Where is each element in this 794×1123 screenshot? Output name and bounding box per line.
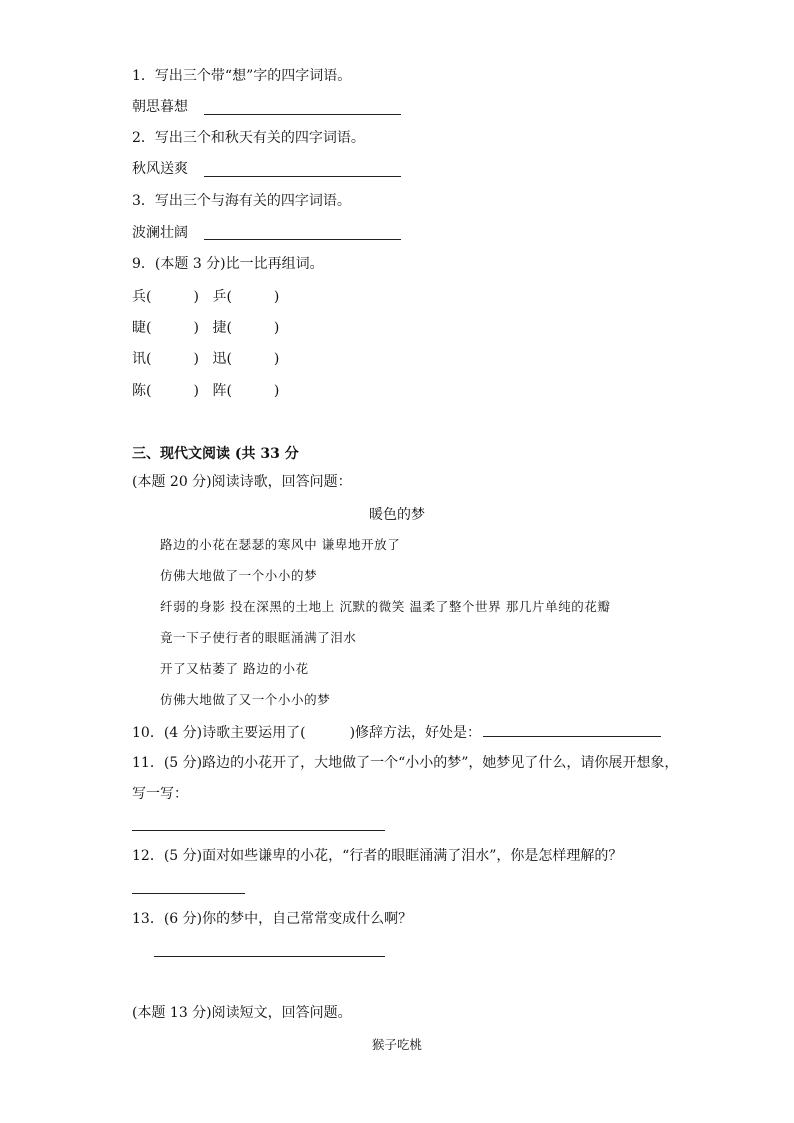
question-9-prompt: 9．(本题 3 分)比一比再组词。 [132,256,324,272]
poem-line: 路边的小花在瑟瑟的寒风中 谦卑地开放了 [160,537,401,552]
word-pair-row [132,317,284,337]
word-pair-row [132,286,284,306]
question-11-line-a: 11．(5 分)路边的小花开了，大地做了一个“小小的梦”，她梦见了什么，请你展开想象， [132,755,679,771]
question-1-prompt: 1．写出三个带“想”字的四字词语。 [132,68,352,84]
word-pair-left[interactable]: 睫( ) [132,320,199,336]
passage-title: 猴子吃桃 [371,1037,422,1052]
answer-line-10[interactable] [483,722,661,737]
question-10-text-a: 10．(4 分)诗歌主要运用了( [132,725,306,741]
question-10 [132,722,661,742]
question-3-example: 波澜壮阔 [132,225,188,241]
word-pair-right[interactable]: 捷( ) [212,320,280,336]
word-pair-right[interactable]: 迅( ) [212,351,280,367]
answer-line-2[interactable] [204,176,401,177]
section-4-intro: (本题 13 分)阅读短文，回答问题。 [132,1005,352,1021]
poem-line: 竟一下子使行者的眼眶涌满了泪水 [160,630,357,645]
poem-line: 纤弱的身影 投在深黑的土地上 沉默的微笑 温柔了整个世界 那几片单纯的花瓣 [160,599,611,614]
question-12: 12．(5 分)面对如些谦卑的小花，“行者的眼眶涌满了泪水”，你是怎样理解的？ [132,848,623,864]
question-13: 13．(6 分)你的梦中，自己常常变成什么啊？ [132,911,413,927]
word-pair-left[interactable]: 讯( ) [132,351,199,367]
section-3-intro: (本题 20 分)阅读诗歌，回答问题： [132,474,352,490]
word-pair-left[interactable]: 陈( ) [132,383,199,399]
answer-line-11[interactable] [132,830,385,831]
question-1-example: 朝思暮想 [132,99,188,115]
poem-line: 开了又枯萎了 路边的小花 [160,661,309,676]
answer-line-12[interactable] [132,893,245,894]
answer-line-13[interactable] [154,956,385,957]
word-pair-right[interactable]: 阵( ) [212,383,280,399]
word-pair-row [132,380,284,400]
question-10-text-b: )修辞方法，好处是： [349,725,482,741]
word-pair-right[interactable]: 乒( ) [212,289,280,305]
question-2-prompt: 2．写出三个和秋天有关的四字词语。 [132,130,365,146]
word-pair-left[interactable]: 兵( ) [132,289,199,305]
question-2-example: 秋风送爽 [132,161,188,177]
question-11-line-b: 写一写： [132,786,188,802]
word-pair-row [132,348,284,368]
section-3-heading: 三、现代文阅读 (共 33 分 [132,446,299,462]
answer-line-3[interactable] [204,239,401,240]
answer-line-1[interactable] [204,114,401,115]
poem-title: 暖色的梦 [369,507,425,523]
poem-line: 仿佛大地做了又一个小小的梦 [160,692,331,707]
poem-line: 仿佛大地做了一个小小的梦 [160,568,318,583]
question-3-prompt: 3．写出三个与海有关的四字词语。 [132,193,351,209]
